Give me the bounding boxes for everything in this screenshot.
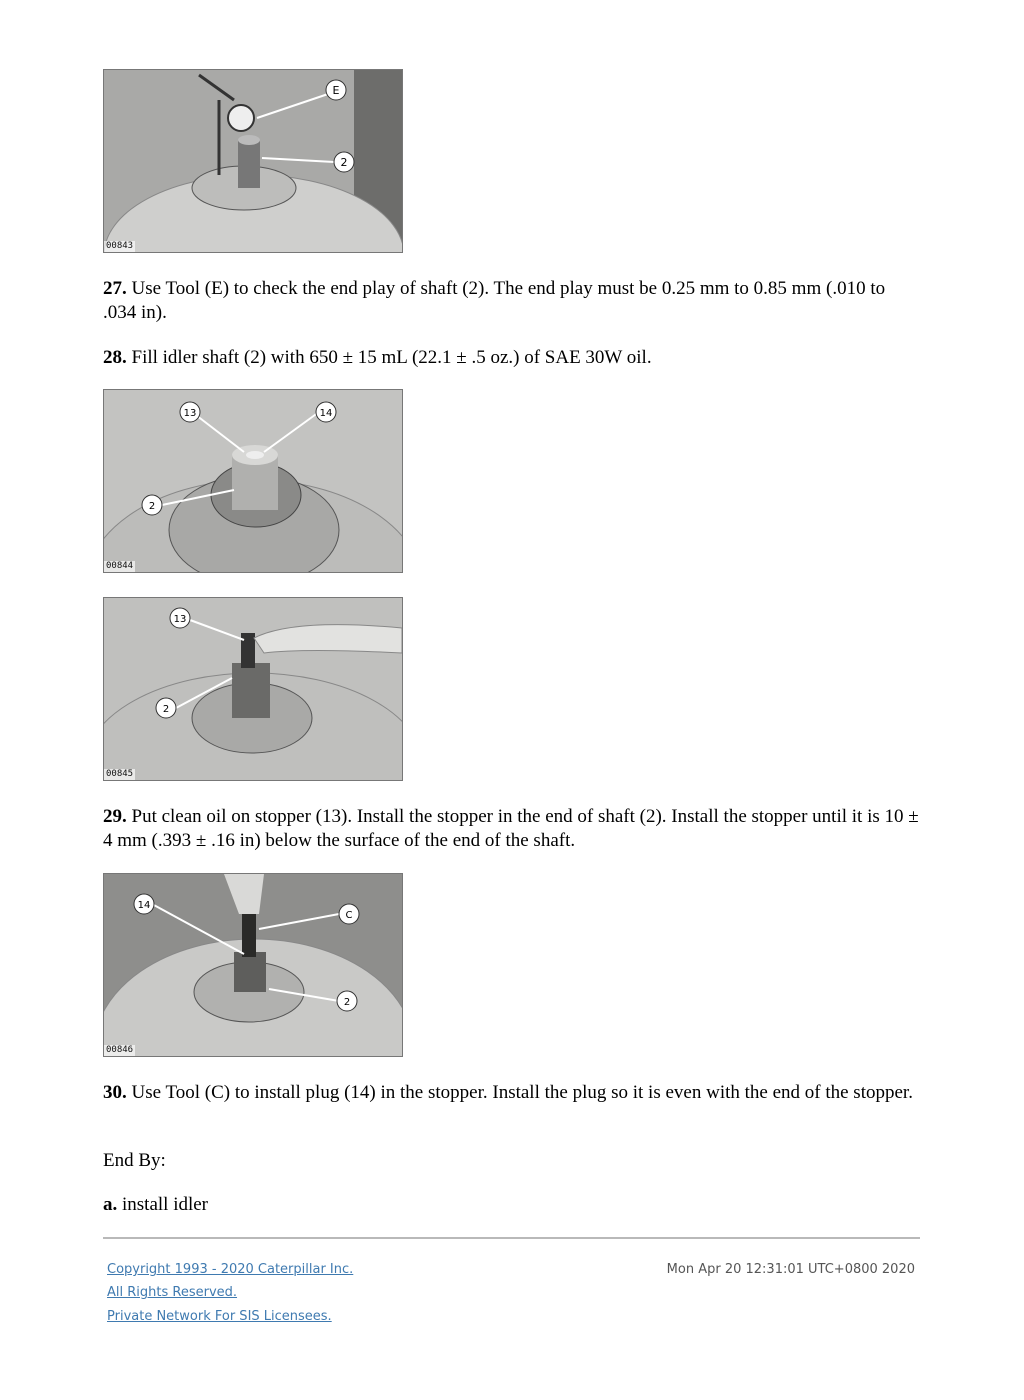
figure-2-callout-14: 14 <box>319 408 333 419</box>
end-by-item-a-number: a. <box>103 1194 118 1215</box>
figure-3-image <box>104 598 402 780</box>
step-29 <box>103 805 923 853</box>
copyright-link[interactable]: Copyright 1993 - 2020 Caterpillar Inc. <box>107 1262 354 1277</box>
step-28-text: Fill idler shaft (2) with 650 ± 15 mL (22.1 ± .5 oz.) of SAE 30W oil. <box>126 347 652 368</box>
figure-3-callout-13: 13 <box>173 614 187 625</box>
step-28 <box>103 346 923 370</box>
end-by-label: End By: <box>103 1150 166 1171</box>
step-27-text: Use Tool (E) to check the end play of shaft (2). The end play must be 0.25 mm to 0.85 mm (.010 to .034 in). <box>103 278 886 323</box>
figure-2-callout-2: 2 <box>148 501 156 512</box>
end-by-item-a <box>103 1193 923 1217</box>
step-30-text: Use Tool (C) to install plug (14) in the stopper. Install the plug so it is even with the end of the stopper. <box>126 1082 913 1103</box>
figure-2-id: 00844 <box>106 561 134 571</box>
figure-4-image <box>104 874 402 1056</box>
figure-1-id: 00843 <box>106 241 134 251</box>
figure-1 <box>103 69 403 253</box>
step-27 <box>103 277 923 325</box>
figure-3-callout-2: 2 <box>162 704 170 715</box>
figure-4-callout-2: 2 <box>343 997 351 1008</box>
figure-4-callout-14: 14 <box>137 900 151 911</box>
step-30 <box>103 1081 923 1105</box>
figure-4 <box>103 873 403 1057</box>
footer-timestamp: Mon Apr 20 12:31:01 UTC+0800 2020 <box>666 1262 915 1277</box>
figure-3-id: 00845 <box>106 769 134 779</box>
end-by-item-a-text: install idler <box>117 1194 209 1215</box>
figure-2-image <box>104 390 402 572</box>
step-29-text: Put clean oil on stopper (13). Install the stopper in the end of shaft (2). Install the stopper until it is 10 ± 4 mm (.393 ± .16 in) below the surface of the end of the shaft. <box>103 806 919 851</box>
step-28-number: 28. <box>103 347 127 368</box>
step-27-number: 27. <box>103 278 127 299</box>
rights-link[interactable]: All Rights Reserved. <box>107 1285 238 1300</box>
figure-1-callout-e: E <box>332 84 340 97</box>
figure-1-callout-2: 2 <box>340 156 348 169</box>
figure-2-callout-13: 13 <box>183 408 197 419</box>
step-29-number: 29. <box>103 806 127 827</box>
step-30-number: 30. <box>103 1082 127 1103</box>
private-network-link[interactable]: Private Network For SIS Licensees. <box>107 1309 332 1324</box>
figure-2 <box>103 389 403 573</box>
figure-3 <box>103 597 403 781</box>
figure-4-callout-c: C <box>345 910 353 921</box>
figure-1-image <box>104 70 402 252</box>
footer-divider <box>103 1237 920 1239</box>
figure-4-id: 00846 <box>106 1045 134 1055</box>
